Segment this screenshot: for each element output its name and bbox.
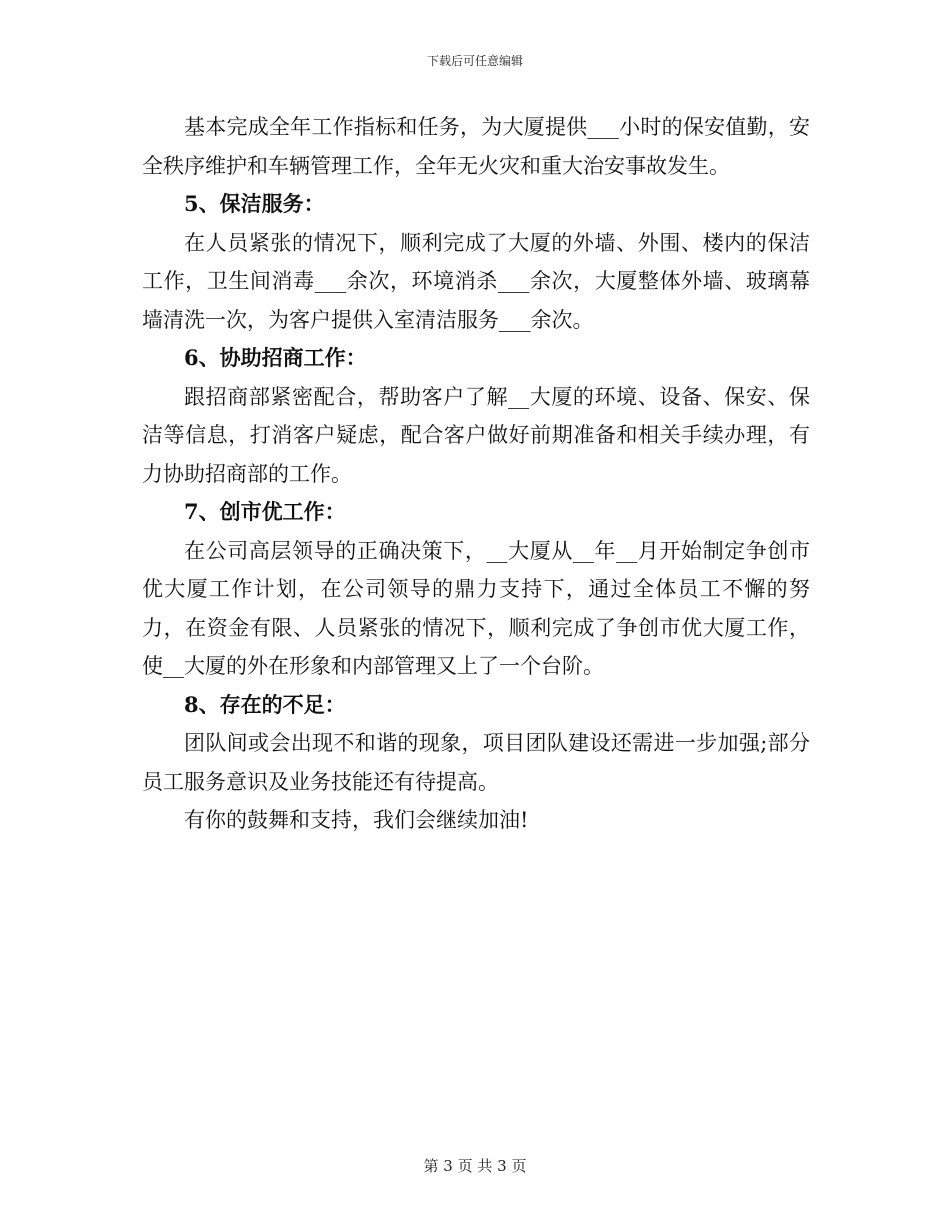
document-body	[142, 108, 810, 840]
section-heading-city-excellence: 7、创市优工作：	[184, 499, 346, 524]
section-heading-shortcomings: 8、存在的不足：	[184, 691, 346, 717]
paragraph-closing: 有你的鼓舞和支持，我们会继续加油!	[184, 808, 529, 832]
paragraph-shortcomings: 团队间或会出现不和谐的现象，项目团队建设还需进一步加强;部分员工服务意识及业务技能还有待提高。	[142, 731, 810, 794]
section-heading-cleaning: 5、保洁服务：	[184, 191, 325, 216]
paragraph-leasing: 跟招商部紧密配合，帮助客户了解__大厦的环境、设备、保安、保洁等信息，打消客户疑虑，配合客户做好前期准备和相关手续办理，有力协助招商部的工作。	[142, 384, 810, 486]
paragraph-cleaning: 在人员紧张的情况下，顺利完成了大厦的外墙、外围、楼内的保洁工作，卫生间消毒___余次，环境消杀___余次，大厦整体外墙、玻璃幕墙清洗一次，为客户提供入室清洁服务___余次。	[142, 230, 810, 332]
paragraph-security-summary: 基本完成全年工作指标和任务，为大厦提供___小时的保安值勤，安全秩序维护和车辆管理工作，全年无火灾和重大治安事故发生。	[142, 115, 810, 178]
page-header: 下载后可任意编辑	[426, 54, 523, 68]
paragraph-city-excellence: 在公司高层领导的正确决策下，__大厦从__年__月开始制定争创市优大厦工作计划，在公司领导的鼎力支持下，通过全体员工不懈的努力，在资金有限、人员紧张的情况下，顺利完成了争创市优大厦工作，使__大厦的外在形象和内部管理又上了一个台阶。	[142, 538, 810, 678]
section-heading-leasing: 6、协助招商工作：	[184, 345, 367, 370]
page-footer: 第 3 页 共 3 页	[423, 1157, 527, 1175]
